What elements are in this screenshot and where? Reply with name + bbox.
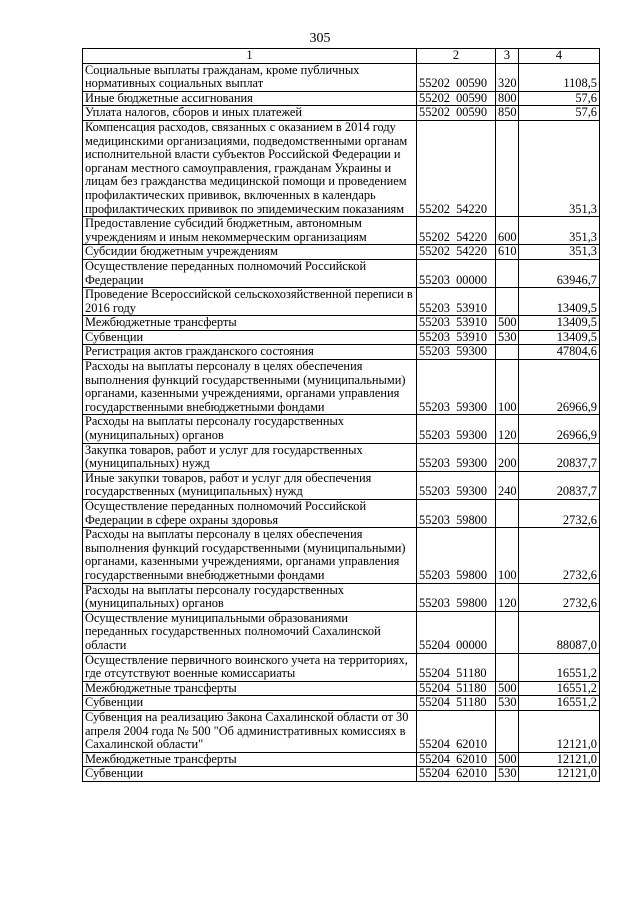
target-code: 55202 00590 xyxy=(417,63,496,91)
target-code: 55204 00000 xyxy=(417,611,496,653)
item-name: Регистрация актов гражданского состояния xyxy=(83,345,417,360)
item-name: Закупка товаров, работ и услуг для государственных (муниципальных) нужд xyxy=(83,443,417,471)
expense-type-code xyxy=(496,500,519,528)
table-row xyxy=(83,500,600,528)
amount: 47804,6 xyxy=(519,345,600,360)
amount: 16551,2 xyxy=(519,681,600,696)
expense-type-code: 530 xyxy=(496,330,519,345)
item-name: Расходы на выплаты персоналу в целях обеспечения выполнения функций государственными (муниципальными) органами, казенными учреждениями, органами управления государственными внебюджетными фондами xyxy=(83,360,417,415)
table-row xyxy=(83,259,600,287)
table-row xyxy=(83,611,600,653)
item-name: Расходы на выплаты персоналу государственных (муниципальных) органов xyxy=(83,583,417,611)
header-col-2: 2 xyxy=(417,49,496,64)
amount: 63946,7 xyxy=(519,259,600,287)
expense-type-code: 610 xyxy=(496,245,519,260)
amount: 26966,9 xyxy=(519,415,600,443)
amount: 12121,0 xyxy=(519,752,600,767)
table-row xyxy=(83,63,600,91)
table-row xyxy=(83,288,600,316)
header-col-1: 1 xyxy=(83,49,417,64)
table-row xyxy=(83,471,600,499)
item-name: Уплата налогов, сборов и иных платежей xyxy=(83,106,417,121)
target-code: 55203 59800 xyxy=(417,528,496,583)
target-code: 55203 00000 xyxy=(417,259,496,287)
target-code: 55204 62010 xyxy=(417,710,496,752)
table-row xyxy=(83,316,600,331)
item-name: Субвенции xyxy=(83,696,417,711)
expense-type-code xyxy=(496,120,519,216)
amount: 351,3 xyxy=(519,217,600,245)
expense-type-code: 530 xyxy=(496,767,519,782)
table-row xyxy=(83,696,600,711)
amount: 351,3 xyxy=(519,245,600,260)
table-row xyxy=(83,330,600,345)
target-code: 55203 59300 xyxy=(417,360,496,415)
item-name: Предоставление субсидий бюджетным, автономным учреждениям и иным некоммерческим организациям xyxy=(83,217,417,245)
expense-type-code xyxy=(496,611,519,653)
expense-type-code: 800 xyxy=(496,91,519,106)
item-name: Проведение Всероссийской сельскохозяйственной переписи в 2016 году xyxy=(83,288,417,316)
expense-type-code: 120 xyxy=(496,415,519,443)
expense-type-code: 200 xyxy=(496,443,519,471)
page-number: 305 xyxy=(309,31,331,46)
target-code: 55204 51180 xyxy=(417,696,496,711)
expense-type-code: 500 xyxy=(496,316,519,331)
target-code: 55202 54220 xyxy=(417,217,496,245)
expense-type-code: 120 xyxy=(496,583,519,611)
header-col-4: 4 xyxy=(519,49,600,64)
amount: 351,3 xyxy=(519,120,600,216)
item-name: Субвенции xyxy=(83,330,417,345)
target-code: 55202 00590 xyxy=(417,106,496,121)
item-name: Субвенции xyxy=(83,767,417,782)
table-row xyxy=(83,415,600,443)
amount: 1108,5 xyxy=(519,63,600,91)
target-code: 55203 53910 xyxy=(417,330,496,345)
target-code: 55203 53910 xyxy=(417,288,496,316)
table-row xyxy=(83,345,600,360)
expense-type-code: 600 xyxy=(496,217,519,245)
expense-type-code: 530 xyxy=(496,696,519,711)
amount: 26966,9 xyxy=(519,360,600,415)
expense-type-code xyxy=(496,259,519,287)
target-code: 55204 62010 xyxy=(417,767,496,782)
item-name: Осуществление муниципальными образованиями переданных государственных полномочий Сахалинской области xyxy=(83,611,417,653)
expense-type-code: 320 xyxy=(496,63,519,91)
target-code: 55203 59300 xyxy=(417,415,496,443)
target-code: 55202 54220 xyxy=(417,245,496,260)
table-row xyxy=(83,91,600,106)
target-code: 55203 59800 xyxy=(417,583,496,611)
expense-type-code: 500 xyxy=(496,681,519,696)
expense-type-code: 500 xyxy=(496,752,519,767)
item-name: Межбюджетные трансферты xyxy=(83,681,417,696)
header-col-3: 3 xyxy=(496,49,519,64)
table-row xyxy=(83,120,600,216)
table-row xyxy=(83,245,600,260)
amount: 57,6 xyxy=(519,91,600,106)
expense-type-code xyxy=(496,653,519,681)
item-name: Межбюджетные трансферты xyxy=(83,316,417,331)
item-name: Осуществление переданных полномочий Российской Федерации в сфере охраны здоровья xyxy=(83,500,417,528)
table-row xyxy=(83,217,600,245)
item-name: Субсидии бюджетным учреждениям xyxy=(83,245,417,260)
target-code: 55203 53910 xyxy=(417,316,496,331)
target-code: 55204 51180 xyxy=(417,681,496,696)
amount: 12121,0 xyxy=(519,710,600,752)
expense-type-code xyxy=(496,710,519,752)
target-code: 55202 00590 xyxy=(417,91,496,106)
amount: 2732,6 xyxy=(519,500,600,528)
item-name: Осуществление переданных полномочий Российской Федерации xyxy=(83,259,417,287)
target-code: 55203 59300 xyxy=(417,443,496,471)
header-row xyxy=(83,49,600,64)
amount: 20837,7 xyxy=(519,471,600,499)
amount: 16551,2 xyxy=(519,653,600,681)
table-row xyxy=(83,443,600,471)
amount: 2732,6 xyxy=(519,583,600,611)
item-name: Межбюджетные трансферты xyxy=(83,752,417,767)
target-code: 55203 59300 xyxy=(417,471,496,499)
item-name: Расходы на выплаты персоналу в целях обеспечения выполнения функций государственными (муниципальными) органами, казенными учреждениями, органами управления государственными внебюджетными фондами xyxy=(83,528,417,583)
amount: 88087,0 xyxy=(519,611,600,653)
table-row xyxy=(83,752,600,767)
expense-type-code xyxy=(496,288,519,316)
table-row xyxy=(83,653,600,681)
item-name: Расходы на выплаты персоналу государственных (муниципальных) органов xyxy=(83,415,417,443)
expense-type-code: 100 xyxy=(496,528,519,583)
amount: 2732,6 xyxy=(519,528,600,583)
expense-type-code: 100 xyxy=(496,360,519,415)
expense-type-code: 850 xyxy=(496,106,519,121)
expense-type-code: 240 xyxy=(496,471,519,499)
table-row xyxy=(83,528,600,583)
expense-type-code xyxy=(496,345,519,360)
target-code: 55203 59300 xyxy=(417,345,496,360)
table-row xyxy=(83,106,600,121)
amount: 57,6 xyxy=(519,106,600,121)
item-name: Иные бюджетные ассигнования xyxy=(83,91,417,106)
amount: 12121,0 xyxy=(519,767,600,782)
table-row xyxy=(83,681,600,696)
item-name: Иные закупки товаров, работ и услуг для обеспечения государственных (муниципальных) нужд xyxy=(83,471,417,499)
item-name: Социальные выплаты гражданам, кроме публичных нормативных социальных выплат xyxy=(83,63,417,91)
amount: 13409,5 xyxy=(519,330,600,345)
table-row xyxy=(83,583,600,611)
target-code: 55203 59800 xyxy=(417,500,496,528)
table-row xyxy=(83,710,600,752)
amount: 20837,7 xyxy=(519,443,600,471)
item-name: Осуществление первичного воинского учета на территориях, где отсутствуют военные комиссариаты xyxy=(83,653,417,681)
target-code: 55204 62010 xyxy=(417,752,496,767)
budget-table xyxy=(82,48,600,782)
item-name: Компенсация расходов, связанных с оказанием в 2014 году медицинскими организациями, подведомственными органам исполнительной власти субъектов Российской Федерации и органам местного самоуправления, гражданам Украины и лицам без гражданства медицинской помощи и проведением профилактических прививок, включенных в календарь профилактических прививок по эпидемическим показаниям xyxy=(83,120,417,216)
item-name: Субвенция на реализацию Закона Сахалинской области от 30 апреля 2004 года № 500 "Об административных комиссиях в Сахалинской области" xyxy=(83,710,417,752)
target-code: 55202 54220 xyxy=(417,120,496,216)
table-row xyxy=(83,767,600,782)
amount: 13409,5 xyxy=(519,288,600,316)
target-code: 55204 51180 xyxy=(417,653,496,681)
amount: 13409,5 xyxy=(519,316,600,331)
amount: 16551,2 xyxy=(519,696,600,711)
table-row xyxy=(83,360,600,415)
